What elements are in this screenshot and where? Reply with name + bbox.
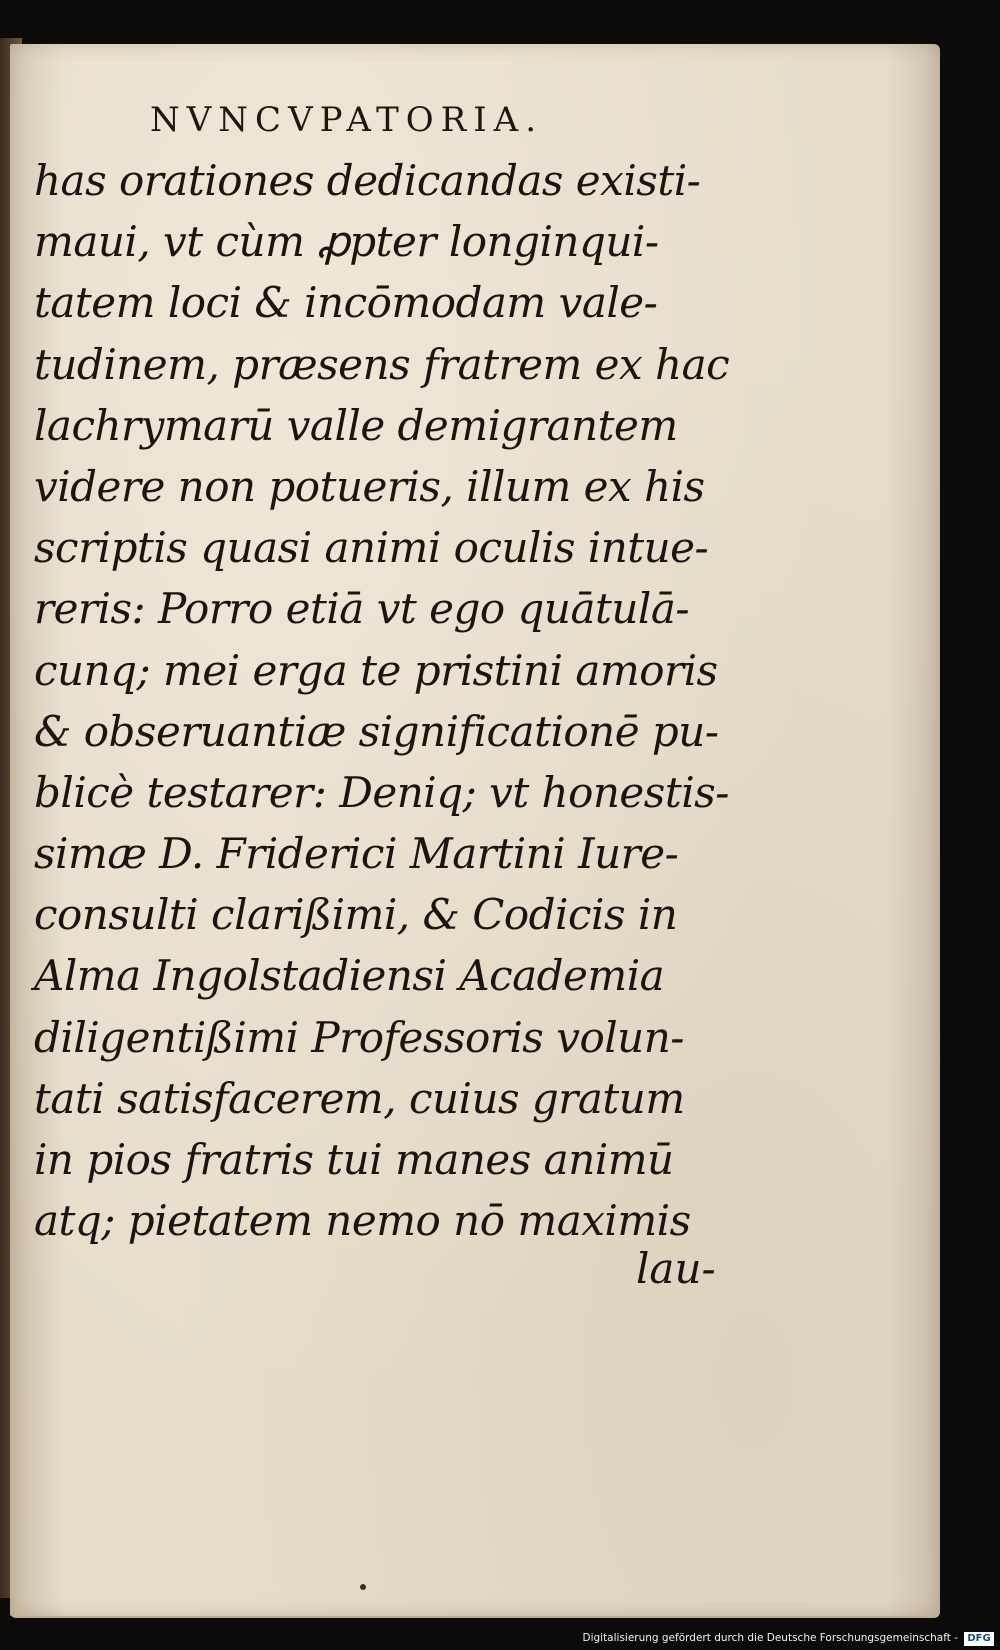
text-line: blicè testarer: Deniq; vt honestis- bbox=[34, 767, 729, 817]
page-text-block bbox=[34, 150, 734, 1251]
text-line: reris: Porro etiā vt ego quātulā- bbox=[34, 584, 690, 634]
text-line: videre non potueris, illum ex his bbox=[34, 461, 705, 511]
dfg-logo: DFG bbox=[964, 1632, 994, 1646]
text-line: tudinem, præsens fratrem ex hac bbox=[34, 339, 730, 389]
catchword: lau- bbox=[636, 1244, 716, 1293]
digitization-credit: Digitalisierung gefördert durch die Deutsche Forschungsgemeinschaft - bbox=[582, 1632, 958, 1644]
text-line: & obseruantiæ significationē pu- bbox=[34, 706, 719, 756]
text-line: lachrymarū valle demigrantem bbox=[34, 400, 678, 450]
text-line: tatem loci & incōmodam vale- bbox=[34, 278, 658, 328]
text-line: tati satisfacerem, cuius gratum bbox=[34, 1073, 685, 1123]
text-line: simæ D. Friderici Martini Iure- bbox=[34, 829, 679, 879]
text-line: consulti clarißimi, & Codicis in bbox=[34, 890, 678, 940]
running-head: NVNCVPATORIA. bbox=[150, 100, 544, 140]
ink-spot bbox=[360, 1584, 366, 1590]
text-line: diligentißimi Professoris volun- bbox=[34, 1012, 684, 1062]
text-line: cunq; mei erga te pristini amoris bbox=[34, 645, 718, 695]
text-line: Alma Ingolstadiensi Academia bbox=[34, 951, 665, 1001]
text-line: atq; pietatem nemo nō maximis bbox=[34, 1196, 691, 1246]
text-line: has orationes dedicandas existi- bbox=[34, 156, 701, 205]
text-line: in pios fratris tui manes animū bbox=[34, 1135, 674, 1184]
text-line: maui, vt cùm ꝓpter longinqui- bbox=[34, 217, 659, 267]
text-line: scriptis quasi animi oculis intue- bbox=[34, 523, 709, 573]
